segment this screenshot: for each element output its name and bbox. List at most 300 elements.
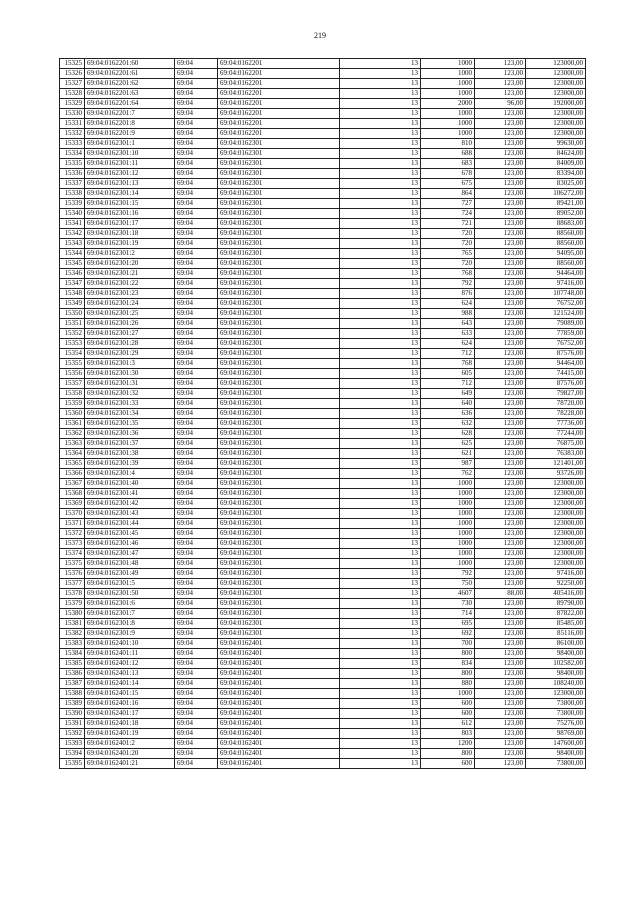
cadastral-district-cell: 69:04 [175,379,218,389]
cadastral-quarter-cell: 69:04:0162301 [218,549,340,559]
land-category-code-cell: 13 [340,289,421,299]
land-category-code-cell: 13 [340,199,421,209]
area-value-cell: 1000 [421,479,475,489]
cadastral-quarter-cell: 69:04:0162201 [218,109,340,119]
area-value-cell: 714 [421,609,475,619]
land-category-code-cell: 13 [340,439,421,449]
cadastral-value-cell: 98400,00 [526,749,586,759]
table-row [60,199,586,209]
cadastral-value-cell: 76752,00 [526,339,586,349]
area-value-cell: 600 [421,699,475,709]
specific-value-cell: 123,00 [475,129,526,139]
cadastral-value-cell: 87576,00 [526,379,586,389]
cadastral-number-cell: 69:04:0162201:8 [85,119,175,129]
area-value-cell: 1000 [421,689,475,699]
cadastral-district-cell: 69:04 [175,639,218,649]
cadastral-value-cell: 77859,00 [526,329,586,339]
specific-value-cell: 123,00 [475,499,526,509]
table-row [60,139,586,149]
table-row [60,699,586,709]
area-value-cell: 834 [421,659,475,669]
area-value-cell: 720 [421,259,475,269]
cadastral-district-cell: 69:04 [175,509,218,519]
row-number-cell: 15367 [60,479,85,489]
area-value-cell: 640 [421,399,475,409]
cadastral-district-cell: 69:04 [175,99,218,109]
land-category-code-cell: 13 [340,139,421,149]
cadastral-quarter-cell: 69:04:0162301 [218,579,340,589]
cadastral-value-cell: 89421,00 [526,199,586,209]
cadastral-number-cell: 69:04:0162301:27 [85,329,175,339]
cadastral-number-cell: 69:04:0162301:34 [85,409,175,419]
cadastral-number-cell: 69:04:0162301:8 [85,619,175,629]
cadastral-number-cell: 69:04:0162301:32 [85,389,175,399]
table-row [60,209,586,219]
cadastral-district-cell: 69:04 [175,89,218,99]
specific-value-cell: 123,00 [475,179,526,189]
cadastral-number-cell: 69:04:0162301:36 [85,429,175,439]
table-row [60,529,586,539]
row-number-cell: 15381 [60,619,85,629]
specific-value-cell: 123,00 [475,249,526,259]
table-row [60,669,586,679]
cadastral-district-cell: 69:04 [175,629,218,639]
specific-value-cell: 123,00 [475,689,526,699]
row-number-cell: 15326 [60,69,85,79]
cadastral-quarter-cell: 69:04:0162301 [218,369,340,379]
row-number-cell: 15374 [60,549,85,559]
land-category-code-cell: 13 [340,719,421,729]
cadastral-value-cell: 121401,00 [526,459,586,469]
cadastral-quarter-cell: 69:04:0162301 [218,179,340,189]
land-category-code-cell: 13 [340,69,421,79]
area-value-cell: 625 [421,439,475,449]
row-number-cell: 15329 [60,99,85,109]
cadastral-quarter-cell: 69:04:0162301 [218,219,340,229]
area-value-cell: 600 [421,709,475,719]
cadastral-quarter-cell: 69:04:0162301 [218,239,340,249]
area-value-cell: 628 [421,429,475,439]
table-row [60,229,586,239]
cadastral-quarter-cell: 69:04:0162301 [218,289,340,299]
row-number-cell: 15378 [60,589,85,599]
table-row [60,739,586,749]
cadastral-district-cell: 69:04 [175,69,218,79]
cadastral-value-cell: 123000,00 [526,499,586,509]
area-value-cell: 1000 [421,539,475,549]
cadastral-quarter-cell: 69:04:0162301 [218,569,340,579]
cadastral-value-cell: 405416,00 [526,589,586,599]
specific-value-cell: 123,00 [475,629,526,639]
table-row [60,189,586,199]
cadastral-number-cell: 69:04:0162201:9 [85,129,175,139]
land-category-code-cell: 13 [340,339,421,349]
cadastral-district-cell: 69:04 [175,199,218,209]
table-row [60,89,586,99]
land-category-code-cell: 13 [340,99,421,109]
area-value-cell: 1000 [421,79,475,89]
row-number-cell: 15355 [60,359,85,369]
land-category-code-cell: 13 [340,659,421,669]
row-number-cell: 15370 [60,509,85,519]
cadastral-district-cell: 69:04 [175,489,218,499]
area-value-cell: 1000 [421,119,475,129]
cadastral-number-cell: 69:04:0162201:64 [85,99,175,109]
cadastral-quarter-cell: 69:04:0162301 [218,359,340,369]
cadastral-number-cell: 69:04:0162301:26 [85,319,175,329]
cadastral-district-cell: 69:04 [175,739,218,749]
cadastral-value-cell: 94095,00 [526,249,586,259]
cadastral-district-cell: 69:04 [175,579,218,589]
land-category-code-cell: 13 [340,459,421,469]
cadastral-number-cell: 69:04:0162401:10 [85,639,175,649]
table-row [60,299,586,309]
cadastral-number-cell: 69:04:0162301:25 [85,309,175,319]
area-value-cell: 692 [421,629,475,639]
cadastral-quarter-cell: 69:04:0162401 [218,689,340,699]
specific-value-cell: 123,00 [475,699,526,709]
cadastral-district-cell: 69:04 [175,339,218,349]
cadastral-value-cell: 92250,00 [526,579,586,589]
cadastral-district-cell: 69:04 [175,129,218,139]
cadastral-district-cell: 69:04 [175,309,218,319]
land-category-code-cell: 13 [340,499,421,509]
specific-value-cell: 123,00 [475,109,526,119]
cadastral-value-cell: 107748,00 [526,289,586,299]
cadastral-value-cell: 77244,00 [526,429,586,439]
cadastral-quarter-cell: 69:04:0162301 [218,149,340,159]
cadastral-district-cell: 69:04 [175,359,218,369]
cadastral-value-cell: 123000,00 [526,69,586,79]
cadastral-district-cell: 69:04 [175,729,218,739]
table-row [60,589,586,599]
cadastral-value-cell: 192000,00 [526,99,586,109]
row-number-cell: 15332 [60,129,85,139]
row-number-cell: 15365 [60,459,85,469]
table-row [60,359,586,369]
cadastral-district-cell: 69:04 [175,619,218,629]
row-number-cell: 15361 [60,419,85,429]
cadastral-quarter-cell: 69:04:0162301 [218,449,340,459]
cadastral-quarter-cell: 69:04:0162301 [218,529,340,539]
cadastral-district-cell: 69:04 [175,259,218,269]
cadastral-number-cell: 69:04:0162301:42 [85,499,175,509]
land-category-code-cell: 13 [340,619,421,629]
cadastral-value-cell: 87822,00 [526,609,586,619]
land-category-code-cell: 13 [340,709,421,719]
row-number-cell: 15353 [60,339,85,349]
specific-value-cell: 123,00 [475,439,526,449]
area-value-cell: 624 [421,299,475,309]
table-row [60,679,586,689]
land-category-code-cell: 13 [340,749,421,759]
area-value-cell: 800 [421,669,475,679]
cadastral-district-cell: 69:04 [175,519,218,529]
cadastral-quarter-cell: 69:04:0162301 [218,399,340,409]
area-value-cell: 1000 [421,89,475,99]
cadastral-number-cell: 69:04:0162401:12 [85,659,175,669]
land-category-code-cell: 13 [340,79,421,89]
cadastral-number-cell: 69:04:0162401:13 [85,669,175,679]
table-row [60,379,586,389]
row-number-cell: 15386 [60,669,85,679]
cadastral-district-cell: 69:04 [175,689,218,699]
cadastral-number-cell: 69:04:0162401:20 [85,749,175,759]
area-value-cell: 810 [421,139,475,149]
specific-value-cell: 123,00 [475,729,526,739]
cadastral-number-cell: 69:04:0162401:2 [85,739,175,749]
cadastral-district-cell: 69:04 [175,329,218,339]
cadastral-district-cell: 69:04 [175,79,218,89]
table-row [60,259,586,269]
land-category-code-cell: 13 [340,169,421,179]
specific-value-cell: 123,00 [475,289,526,299]
table-row [60,79,586,89]
cadastral-district-cell: 69:04 [175,669,218,679]
table-row [60,429,586,439]
specific-value-cell: 123,00 [475,609,526,619]
page-number: 219 [314,31,326,40]
table-row [60,569,586,579]
specific-value-cell: 123,00 [475,459,526,469]
row-number-cell: 15379 [60,599,85,609]
cadastral-district-cell: 69:04 [175,589,218,599]
cadastral-district-cell: 69:04 [175,369,218,379]
cadastral-number-cell: 69:04:0162301:35 [85,419,175,429]
cadastral-quarter-cell: 69:04:0162301 [218,229,340,239]
table-row [60,349,586,359]
land-category-code-cell: 13 [340,159,421,169]
row-number-cell: 15334 [60,149,85,159]
cadastral-district-cell: 69:04 [175,539,218,549]
land-category-code-cell: 13 [340,489,421,499]
cadastral-number-cell: 69:04:0162301:22 [85,279,175,289]
cadastral-quarter-cell: 69:04:0162201 [218,59,340,69]
cadastral-value-cell: 123000,00 [526,129,586,139]
table-row [60,99,586,109]
area-value-cell: 678 [421,169,475,179]
cadastral-value-cell: 75276,00 [526,719,586,729]
cadastral-number-cell: 69:04:0162301:37 [85,439,175,449]
specific-value-cell: 123,00 [475,559,526,569]
cadastral-number-cell: 69:04:0162401:11 [85,649,175,659]
specific-value-cell: 123,00 [475,199,526,209]
table-row [60,509,586,519]
cadastral-quarter-cell: 69:04:0162301 [218,169,340,179]
cadastral-quarter-cell: 69:04:0162401 [218,659,340,669]
table-row [60,639,586,649]
cadastral-quarter-cell: 69:04:0162301 [218,439,340,449]
area-value-cell: 600 [421,759,475,769]
cadastral-quarter-cell: 69:04:0162301 [218,609,340,619]
specific-value-cell: 123,00 [475,309,526,319]
table-row [60,289,586,299]
row-number-cell: 15339 [60,199,85,209]
area-value-cell: 720 [421,229,475,239]
land-category-code-cell: 13 [340,759,421,769]
cadastral-quarter-cell: 69:04:0162301 [218,389,340,399]
area-value-cell: 675 [421,179,475,189]
land-category-code-cell: 13 [340,609,421,619]
area-value-cell: 727 [421,199,475,209]
cadastral-quarter-cell: 69:04:0162301 [218,249,340,259]
area-value-cell: 649 [421,389,475,399]
cadastral-quarter-cell: 69:04:0162401 [218,639,340,649]
table-row [60,119,586,129]
table-row [60,579,586,589]
land-category-code-cell: 13 [340,479,421,489]
table-row [60,159,586,169]
land-category-code-cell: 13 [340,669,421,679]
cadastral-value-cell: 79089,00 [526,319,586,329]
row-number-cell: 15364 [60,449,85,459]
cadastral-district-cell: 69:04 [175,609,218,619]
land-category-code-cell: 13 [340,729,421,739]
cadastral-number-cell: 69:04:0162301:30 [85,369,175,379]
cadastral-quarter-cell: 69:04:0162301 [218,499,340,509]
specific-value-cell: 123,00 [475,59,526,69]
cadastral-quarter-cell: 69:04:0162301 [218,559,340,569]
row-number-cell: 15391 [60,719,85,729]
table-row [60,149,586,159]
row-number-cell: 15348 [60,289,85,299]
row-number-cell: 15362 [60,429,85,439]
row-number-cell: 15333 [60,139,85,149]
table-row [60,479,586,489]
cadastral-district-cell: 69:04 [175,159,218,169]
row-number-cell: 15345 [60,259,85,269]
row-number-cell: 15368 [60,489,85,499]
cadastral-quarter-cell: 69:04:0162201 [218,119,340,129]
cadastral-number-cell: 69:04:0162301:38 [85,449,175,459]
land-category-code-cell: 13 [340,379,421,389]
row-number-cell: 15343 [60,239,85,249]
specific-value-cell: 123,00 [475,209,526,219]
area-value-cell: 724 [421,209,475,219]
cadastral-quarter-cell: 69:04:0162401 [218,729,340,739]
cadastral-number-cell: 69:04:0162301:13 [85,179,175,189]
cadastral-district-cell: 69:04 [175,419,218,429]
cadastral-value-cell: 88560,00 [526,259,586,269]
cadastral-district-cell: 69:04 [175,469,218,479]
area-value-cell: 1000 [421,499,475,509]
land-category-code-cell: 13 [340,209,421,219]
cadastral-number-cell: 69:04:0162401:16 [85,699,175,709]
cadastral-value-cell: 106272,00 [526,189,586,199]
area-value-cell: 636 [421,409,475,419]
specific-value-cell: 123,00 [475,549,526,559]
specific-value-cell: 123,00 [475,189,526,199]
cadastral-quarter-cell: 69:04:0162301 [218,349,340,359]
specific-value-cell: 123,00 [475,299,526,309]
land-category-code-cell: 13 [340,649,421,659]
land-category-code-cell: 13 [340,509,421,519]
land-category-code-cell: 13 [340,699,421,709]
cadastral-value-cell: 84624,00 [526,149,586,159]
land-category-code-cell: 13 [340,399,421,409]
cadastral-district-cell: 69:04 [175,229,218,239]
cadastral-value-cell: 76383,00 [526,449,586,459]
cadastral-number-cell: 69:04:0162301:20 [85,259,175,269]
row-number-cell: 15392 [60,729,85,739]
cadastral-district-cell: 69:04 [175,679,218,689]
specific-value-cell: 123,00 [475,379,526,389]
table-row [60,649,586,659]
cadastral-quarter-cell: 69:04:0162301 [218,619,340,629]
cadastral-value-cell: 97416,00 [526,279,586,289]
land-category-code-cell: 13 [340,359,421,369]
cadastral-quarter-cell: 69:04:0162301 [218,629,340,639]
row-number-cell: 15388 [60,689,85,699]
specific-value-cell: 123,00 [475,659,526,669]
area-value-cell: 643 [421,319,475,329]
area-value-cell: 632 [421,419,475,429]
table-row [60,69,586,79]
table-row [60,469,586,479]
table-row [60,459,586,469]
specific-value-cell: 123,00 [475,369,526,379]
cadastral-number-cell: 69:04:0162301:33 [85,399,175,409]
cadastral-number-cell: 69:04:0162401:15 [85,689,175,699]
cadastral-district-cell: 69:04 [175,149,218,159]
specific-value-cell: 123,00 [475,359,526,369]
cadastral-value-cell: 88560,00 [526,239,586,249]
cadastral-value-cell: 99630,00 [526,139,586,149]
cadastral-district-cell: 69:04 [175,599,218,609]
row-number-cell: 15373 [60,539,85,549]
cadastral-quarter-cell: 69:04:0162301 [218,299,340,309]
cadastral-district-cell: 69:04 [175,399,218,409]
specific-value-cell: 123,00 [475,449,526,459]
specific-value-cell: 123,00 [475,569,526,579]
cadastral-district-cell: 69:04 [175,459,218,469]
cadastral-quarter-cell: 69:04:0162301 [218,339,340,349]
specific-value-cell: 123,00 [475,469,526,479]
cadastral-district-cell: 69:04 [175,499,218,509]
area-value-cell: 700 [421,639,475,649]
cadastral-district-cell: 69:04 [175,649,218,659]
table-row [60,599,586,609]
land-category-code-cell: 13 [340,529,421,539]
cadastral-quarter-cell: 69:04:0162301 [218,269,340,279]
row-number-cell: 15351 [60,319,85,329]
area-value-cell: 1000 [421,489,475,499]
land-category-code-cell: 13 [340,599,421,609]
specific-value-cell: 123,00 [475,139,526,149]
row-number-cell: 15352 [60,329,85,339]
row-number-cell: 15335 [60,159,85,169]
table-row [60,319,586,329]
cadastral-number-cell: 69:04:0162301:29 [85,349,175,359]
cadastral-quarter-cell: 69:04:0162301 [218,539,340,549]
land-category-code-cell: 13 [340,89,421,99]
table-row [60,239,586,249]
row-number-cell: 15389 [60,699,85,709]
specific-value-cell: 123,00 [475,269,526,279]
land-category-code-cell: 13 [340,259,421,269]
cadastral-value-cell: 86100,00 [526,639,586,649]
land-category-code-cell: 13 [340,229,421,239]
specific-value-cell: 123,00 [475,349,526,359]
cadastral-number-cell: 69:04:0162301:19 [85,239,175,249]
specific-value-cell: 123,00 [475,739,526,749]
table-row [60,219,586,229]
specific-value-cell: 123,00 [475,639,526,649]
cadastral-district-cell: 69:04 [175,389,218,399]
cadastral-number-cell: 69:04:0162301:5 [85,579,175,589]
specific-value-cell: 123,00 [475,399,526,409]
cadastral-value-cell: 88560,00 [526,229,586,239]
